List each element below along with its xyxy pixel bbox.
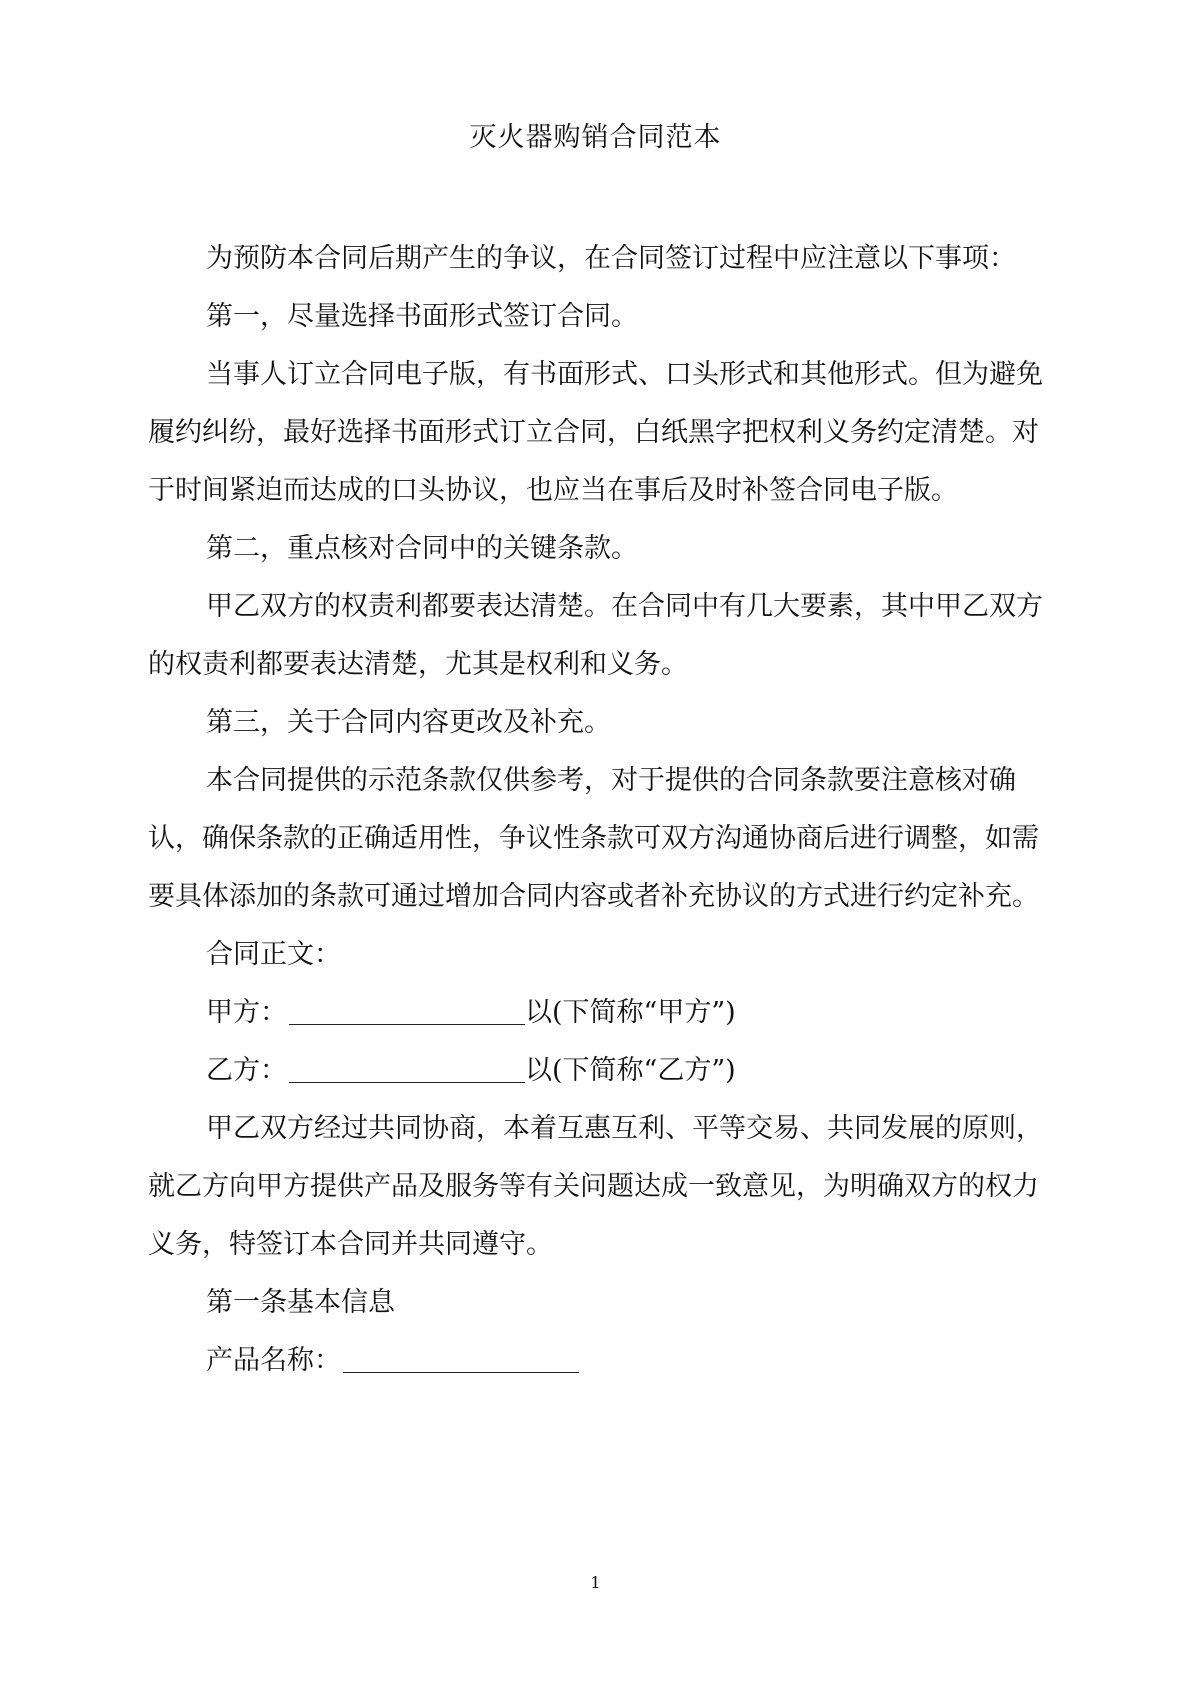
party-a-suffix: 以(下简称“甲方”) [525,997,736,1028]
page-number: 1 [590,1573,601,1592]
party-a-label: 甲方： [206,997,287,1028]
product-name-blank [343,1342,579,1373]
party-b-suffix: 以(下简称“乙方”) [525,1055,736,1086]
point-one-heading: 第一，尽量选择书面形式签订合同。 [206,301,638,332]
party-b-label: 乙方： [206,1055,287,1086]
point-two-heading: 第二，重点核对合同中的关键条款。 [206,533,638,564]
intro-paragraph: 为预防本合同后期产生的争议，在合同签订过程中应注意以下事项： [206,243,1016,274]
party-b-blank [289,1052,525,1083]
document-body [148,230,1048,1390]
contract-body-heading: 合同正文： [206,939,341,970]
party-a-line [148,984,1048,1042]
article-one-heading: 第一条基本信息 [206,1287,395,1318]
point-three-body: 本合同提供的示范条款仅供参考，对于提供的合同条款要注意核对确认，确保条款的正确适用性，争议性条款可双方沟通协商后进行调整，如需要具体添加的条款可通过增加合同内容或者补充协议的方式进行约定补充。 [148,765,1039,912]
document-title: 灭火器购销合同范本 [469,122,722,153]
point-two-body: 甲乙双方的权责利都要表达清楚。在合同中有几大要素，其中甲乙双方的权责利都要表达清楚，尤其是权利和义务。 [148,591,1043,680]
product-name-line [148,1332,1048,1390]
agreement-paragraph: 甲乙双方经过共同协商，本着互惠互利、平等交易、共同发展的原则，就乙方向甲方提供产品及服务等有关问题达成一致意见，为明确双方的权力义务，特签订本合同并共同遵守。 [148,1113,1043,1260]
point-three-heading: 第三，关于合同内容更改及补充。 [206,707,611,738]
party-a-blank [289,994,525,1025]
product-name-label: 产品名称： [206,1345,341,1376]
point-one-body: 当事人订立合同电子版，有书面形式、口头形式和其他形式。但为避免履约纠纷，最好选择书面形式订立合同，白纸黑字把权利义务约定清楚。对于时间紧迫而达成的口头协议，也应当在事后及时补签合同电子版。 [148,359,1043,506]
party-b-line [148,1042,1048,1100]
